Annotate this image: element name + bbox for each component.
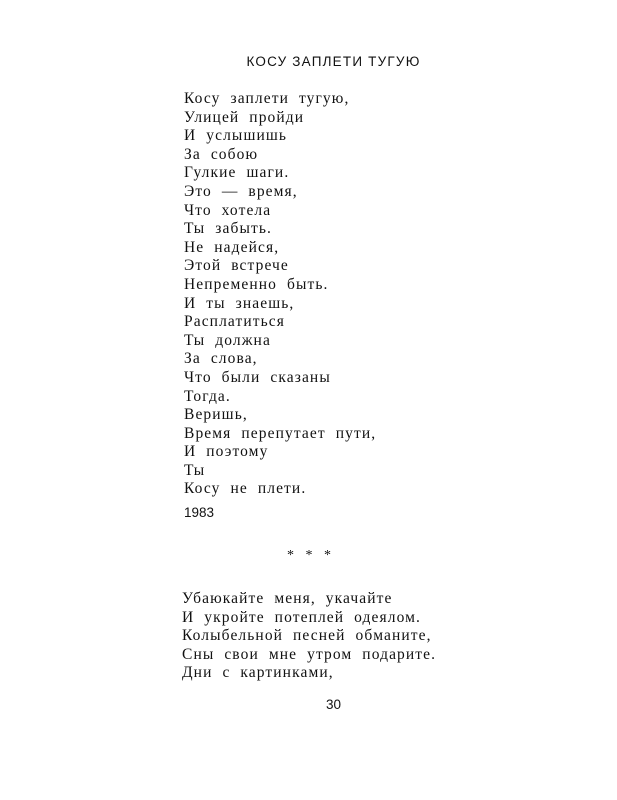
poem-line: Непременно быть. (184, 275, 329, 293)
poem-line: Что были сказаны (184, 368, 331, 386)
section-separator: * * * (287, 548, 331, 563)
poem-line: Косу заплети тугую, (184, 90, 350, 107)
poem-line: За слова, (184, 350, 258, 368)
poem-line: Колыбельной песней обманите, (182, 627, 432, 645)
poem-line: Улицей пройди (184, 108, 305, 126)
poem-title: КОСУ ЗАПЛЕТИ ТУГУЮ (246, 54, 421, 69)
poem-1-text (184, 90, 376, 499)
poem-line: Веришь, (184, 406, 248, 424)
poem-line: Это — время, (184, 182, 298, 200)
poem-line: И укройте потеплей одеялом. (182, 608, 422, 626)
poem-line: Расплатиться (184, 313, 286, 331)
poem-line: Косу не плети. (184, 480, 307, 498)
poem-line: Сны свои мне утром подарите. (182, 645, 437, 663)
poem-year: 1983 (184, 505, 215, 520)
poem-line: И услышишь (184, 127, 288, 145)
poem-line: Что хотела (184, 201, 272, 219)
poem-line: Не надейся, (184, 238, 280, 256)
page-number: 30 (325, 697, 342, 712)
poem-line: И ты знаешь, (184, 294, 295, 312)
poem-line: Убаюкайте меня, укачайте (182, 590, 393, 607)
poem-line: Ты должна (184, 331, 271, 349)
poem-line: Время перепутает пути, (184, 424, 377, 442)
poem-line: Гулкие шаги. (184, 164, 290, 182)
poem-line: За собою (184, 145, 259, 163)
poem-line: Дни с картинками, (182, 664, 334, 682)
poem-line: Ты (184, 461, 206, 479)
poem-line: И поэтому (184, 443, 269, 461)
poem-2-text (182, 590, 436, 683)
poem-line: Этой встрече (184, 257, 289, 275)
poem-line: Тогда. (184, 387, 231, 405)
poem-line: Ты забыть. (184, 220, 273, 238)
